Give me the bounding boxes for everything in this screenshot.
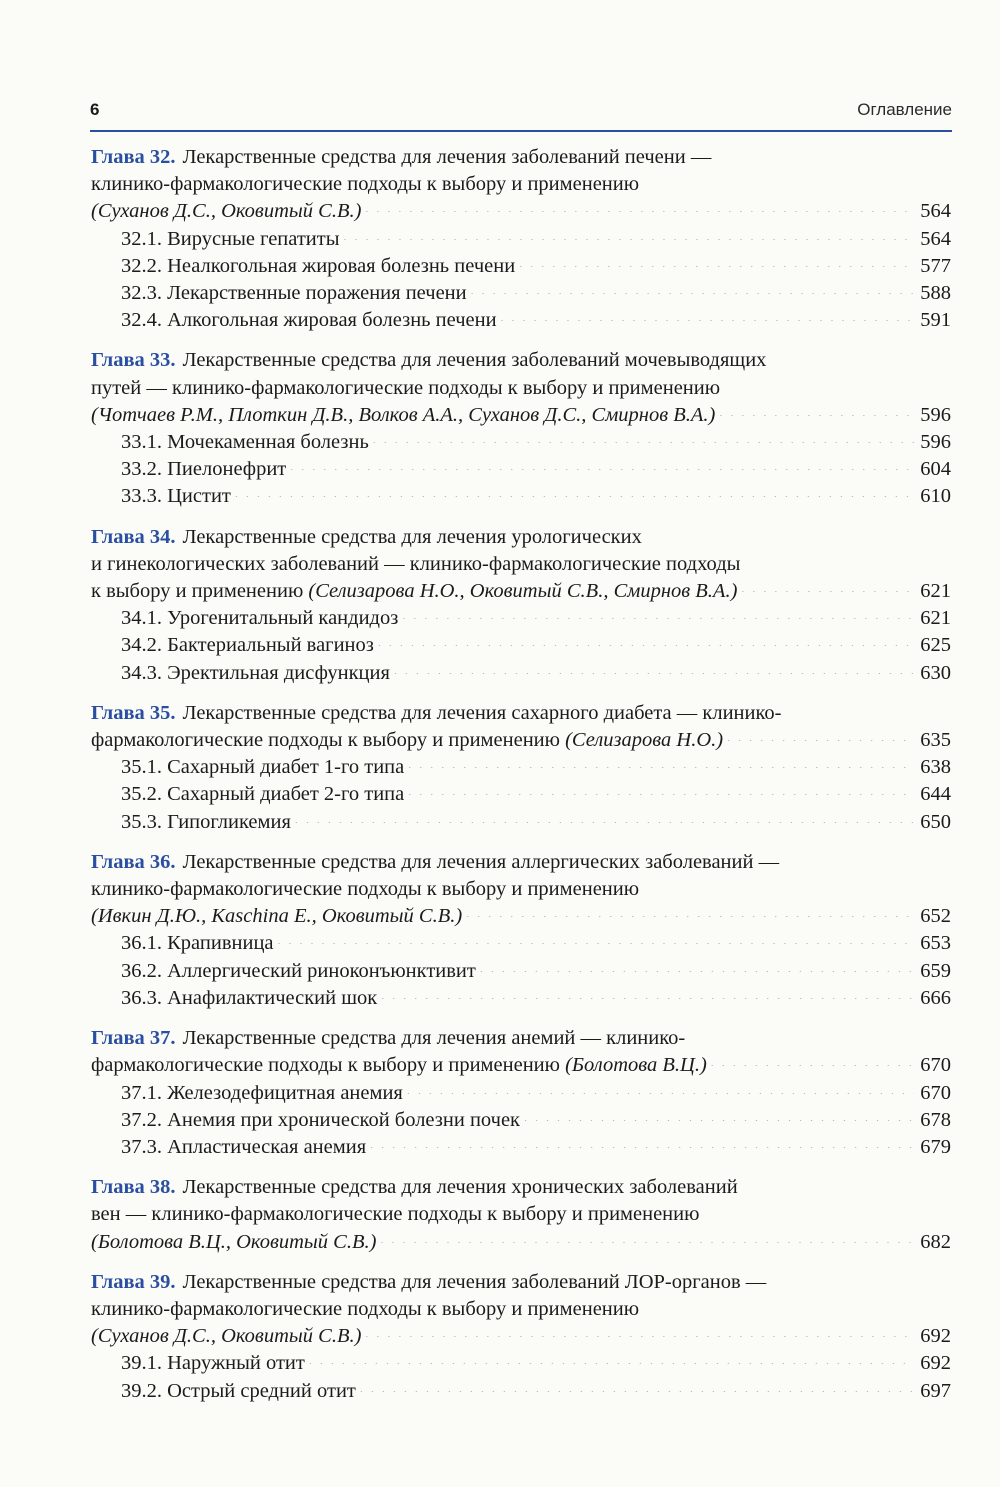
section-page-number[interactable]: 653: [920, 932, 951, 955]
chapter-title-text[interactable]: Лекарственные средства для лечения хронических заболеваний: [182, 1176, 738, 1199]
section-title[interactable]: 35.2. Сахарный диабет 2-го типа: [121, 783, 405, 806]
section-entry: [91, 1080, 951, 1107]
chapter-title-line: [91, 1025, 951, 1052]
dot-leader: [377, 638, 914, 646]
section-title[interactable]: 36.1. Крапивница: [121, 932, 274, 955]
section-page-number[interactable]: 564: [920, 227, 951, 250]
chapter-label[interactable]: Глава 38.: [91, 1176, 176, 1199]
section-entry: [91, 605, 951, 632]
chapter-title-line: [91, 171, 951, 198]
chapter-title-line: [91, 700, 951, 727]
dot-leader: [710, 1058, 914, 1066]
dot-leader: [393, 666, 914, 674]
section-title[interactable]: 32.3. Лекарственные поражения печени: [121, 282, 467, 305]
chapter-authors-line: [91, 578, 951, 605]
chapter-title-text[interactable]: Лекарственные средства для лечения заболеваний ЛОР-органов —: [182, 1270, 767, 1293]
section-page-number[interactable]: 625: [920, 634, 951, 657]
chapter-title-line: [91, 551, 951, 578]
dot-leader: [740, 584, 914, 592]
chapter-entry: [91, 144, 951, 334]
chapter-title-text[interactable]: Лекарственные средства для лечения анемий — клинико-: [182, 1027, 686, 1050]
chapter-authors-line: [91, 903, 951, 930]
chapter-page-number[interactable]: 621: [920, 580, 951, 603]
section-title[interactable]: 34.1. Урогенитальный кандидоз: [121, 607, 399, 630]
dot-leader: [726, 733, 914, 741]
chapter-authors-line: [91, 1052, 951, 1079]
page-header: [90, 94, 952, 132]
section-page-number[interactable]: 678: [920, 1108, 951, 1131]
chapter-title-text[interactable]: Лекарственные средства для лечения заболеваний мочевыводящих: [182, 349, 767, 372]
section-page-number[interactable]: 644: [920, 783, 951, 806]
chapter-title-text[interactable]: Лекарственные средства для лечения урологических: [182, 525, 642, 548]
chapter-title-line: [91, 1269, 951, 1296]
dot-leader: [718, 408, 914, 416]
section-page-number[interactable]: 596: [920, 431, 951, 454]
section-page-number[interactable]: 659: [920, 959, 951, 982]
chapter-label[interactable]: Глава 33.: [91, 349, 176, 372]
chapter-title-text[interactable]: и гинекологических заболеваний — клинико-фармакологические подходы: [91, 552, 741, 575]
chapter-title-line: [91, 375, 951, 402]
section-title[interactable]: 35.1. Сахарный диабет 1-го типа: [121, 756, 405, 779]
chapter-title-text[interactable]: фармакологические подходы к выбору и применению: [91, 729, 560, 752]
chapter-title-line: [91, 144, 951, 171]
section-title[interactable]: 32.1. Вирусные гепатиты: [121, 227, 340, 250]
section-entry: [91, 280, 951, 307]
section-page-number[interactable]: 610: [920, 485, 951, 508]
chapter-title-text[interactable]: клинико-фармакологические подходы к выбору и применению: [91, 1297, 640, 1320]
chapter-entry: [91, 700, 951, 836]
page-number: 6: [90, 100, 100, 119]
chapter-title-line: [91, 876, 951, 903]
chapter-label[interactable]: Глава 39.: [91, 1270, 176, 1293]
section-entry: [91, 226, 951, 253]
chapter-title-text[interactable]: Лекарственные средства для лечения сахарного диабета — клинико-: [182, 701, 782, 724]
section-title[interactable]: 33.2. Пиелонефрит: [121, 458, 287, 481]
section-entry: [91, 429, 951, 456]
dot-leader: [234, 489, 914, 497]
section-page-number[interactable]: 692: [920, 1352, 951, 1375]
dot-leader: [401, 611, 914, 619]
section-entry: [91, 1350, 951, 1377]
section-title[interactable]: 39.1. Наружный отит: [121, 1352, 305, 1375]
dot-leader: [364, 1329, 914, 1337]
section-entry: [91, 1107, 951, 1134]
chapter-authors[interactable]: (Болотова В.Ц., Оковитый С.В.): [91, 1230, 377, 1253]
section-entry: [91, 754, 951, 781]
section-page-number[interactable]: 638: [920, 756, 951, 779]
dot-leader: [369, 1140, 914, 1148]
chapter-title-line: [91, 1296, 951, 1323]
section-title[interactable]: 32.4. Алкогольная жировая болезнь печени: [121, 309, 497, 332]
section-entry: [91, 781, 951, 808]
dot-leader: [308, 1356, 914, 1364]
dot-leader: [523, 1113, 914, 1121]
chapter-authors-line: [91, 1323, 951, 1350]
dot-leader: [277, 936, 914, 944]
chapter-title-text[interactable]: Лекарственные средства для лечения заболеваний печени —: [182, 146, 712, 168]
chapter-page-number[interactable]: 652: [920, 905, 951, 928]
chapter-authors-line: [91, 198, 951, 225]
chapter-page-number[interactable]: 682: [920, 1230, 951, 1253]
chapter-authors[interactable]: (Ивкин Д.Ю., Kaschina E., Оковитый С.В.): [91, 905, 463, 928]
chapter-title-line: [91, 1201, 951, 1228]
section-page-number[interactable]: 679: [920, 1135, 951, 1158]
section-title[interactable]: 37.3. Апластическая анемия: [121, 1135, 367, 1158]
chapter-page-number[interactable]: 635: [920, 729, 951, 752]
chapter-page-number[interactable]: 596: [920, 403, 951, 426]
section-title[interactable]: 33.1. Мочекаменная болезнь: [121, 431, 369, 454]
section-page-number[interactable]: 577: [920, 254, 951, 277]
section-entry: [91, 307, 951, 334]
section-page-number[interactable]: 630: [920, 661, 951, 684]
chapter-title-line: [91, 524, 951, 551]
chapter-entry: [91, 849, 951, 1012]
chapter-label[interactable]: Глава 34.: [91, 525, 176, 548]
dot-leader: [407, 760, 914, 768]
dot-leader: [294, 815, 914, 823]
chapter-page-number[interactable]: 692: [920, 1325, 951, 1348]
section-title[interactable]: 36.3. Анафилактический шок: [121, 986, 378, 1009]
chapter-authors[interactable]: (Суханов Д.С., Оковитый С.В.): [91, 200, 362, 223]
chapter-page-number[interactable]: 670: [920, 1054, 951, 1077]
chapter-label[interactable]: Глава 36.: [91, 850, 176, 873]
dot-leader: [359, 1384, 914, 1392]
chapter-title-text[interactable]: фармакологические подходы к выбору и применению: [91, 1054, 560, 1077]
section-page-number[interactable]: 591: [920, 309, 951, 332]
section-page-number[interactable]: 666: [920, 986, 951, 1009]
section-title[interactable]: 36.2. Аллергический риноконъюнктивит: [121, 959, 476, 982]
section-title[interactable]: 39.2. Острый средний отит: [121, 1379, 356, 1402]
chapter-title-text[interactable]: вен — клинико-фармакологические подходы к выбору и применению: [91, 1203, 700, 1226]
dot-leader: [518, 259, 914, 267]
chapter-title-text[interactable]: клинико-фармакологические подходы к выбору и применению: [91, 878, 640, 901]
section-page-number[interactable]: 621: [920, 607, 951, 630]
section-entry: [91, 930, 951, 957]
chapter-title-text[interactable]: к выбору и применению: [91, 580, 304, 603]
section-page-number[interactable]: 650: [920, 810, 951, 833]
section-entry: [91, 632, 951, 659]
dot-leader: [372, 435, 914, 443]
chapter-title-text[interactable]: клинико-фармакологические подходы к выбору и применению: [91, 173, 640, 196]
running-title: Оглавление: [857, 100, 952, 119]
section-entry: [91, 985, 951, 1012]
dot-leader: [407, 787, 914, 795]
dot-leader: [343, 232, 914, 240]
dot-leader: [379, 1235, 914, 1243]
chapter-title-line: [91, 1174, 951, 1201]
chapter-entry: [91, 347, 951, 510]
dot-leader: [289, 462, 914, 470]
section-entry: [91, 809, 951, 836]
chapter-authors-line: [91, 727, 951, 754]
chapter-label[interactable]: Глава 35.: [91, 701, 176, 724]
section-entry: [91, 958, 951, 985]
chapter-entry: [91, 1269, 951, 1405]
chapter-entry: [91, 524, 951, 687]
section-title[interactable]: 32.2. Неалкогольная жировая болезнь печени: [121, 254, 516, 277]
chapter-entry: [91, 1174, 951, 1256]
section-page-number[interactable]: 588: [920, 282, 951, 305]
section-page-number[interactable]: 697: [920, 1379, 951, 1402]
chapter-authors[interactable]: (Селизарова Н.О.): [565, 729, 724, 752]
chapter-authors[interactable]: (Суханов Д.С., Оковитый С.В.): [91, 1325, 362, 1348]
chapter-page-number[interactable]: 564: [920, 200, 951, 223]
chapter-authors[interactable]: (Чотчаев Р.М., Плоткин Д.В., Волков А.А., Суханов Д.С., Смирнов В.А.): [91, 403, 716, 426]
chapter-label[interactable]: Глава 32.: [91, 146, 176, 168]
section-entry: [91, 253, 951, 280]
section-title[interactable]: 34.3. Эректильная дисфункция: [121, 661, 390, 684]
dot-leader: [406, 1086, 914, 1094]
chapter-title-line: [91, 849, 951, 876]
chapter-authors-line: [91, 402, 951, 429]
section-entry: [91, 456, 951, 483]
chapter-authors-line: [91, 1229, 951, 1256]
dot-leader: [470, 286, 914, 294]
section-entry: [91, 1378, 951, 1405]
section-entry: [91, 1134, 951, 1161]
section-title[interactable]: 33.3. Цистит: [121, 485, 231, 508]
chapter-label[interactable]: Глава 37.: [91, 1027, 176, 1050]
chapter-authors[interactable]: (Селизарова Н.О., Оковитый С.В., Смирнов В.А.): [308, 580, 738, 603]
dot-leader: [380, 991, 914, 999]
section-title[interactable]: 37.1. Железодефицитная анемия: [121, 1081, 403, 1104]
section-page-number[interactable]: 604: [920, 458, 951, 481]
chapter-title-line: [91, 347, 951, 374]
dot-leader: [364, 204, 914, 212]
section-entry: [91, 483, 951, 510]
chapter-title-text[interactable]: Лекарственные средства для лечения аллергических заболеваний —: [182, 850, 780, 873]
section-entry: [91, 660, 951, 687]
dot-leader: [465, 909, 914, 917]
dot-leader: [479, 964, 914, 972]
section-title[interactable]: 37.2. Анемия при хронической болезни почек: [121, 1108, 520, 1131]
section-page-number[interactable]: 670: [920, 1081, 951, 1104]
chapter-entry: [91, 1025, 951, 1161]
dot-leader: [500, 313, 914, 321]
section-title[interactable]: 35.3. Гипогликемия: [121, 810, 291, 833]
chapter-title-text[interactable]: путей — клинико-фармакологические подходы к выбору и применению: [91, 376, 721, 399]
table-of-contents: [91, 144, 951, 1418]
section-title[interactable]: 34.2. Бактериальный вагиноз: [121, 634, 374, 657]
chapter-authors[interactable]: (Болотова В.Ц.): [565, 1054, 707, 1077]
